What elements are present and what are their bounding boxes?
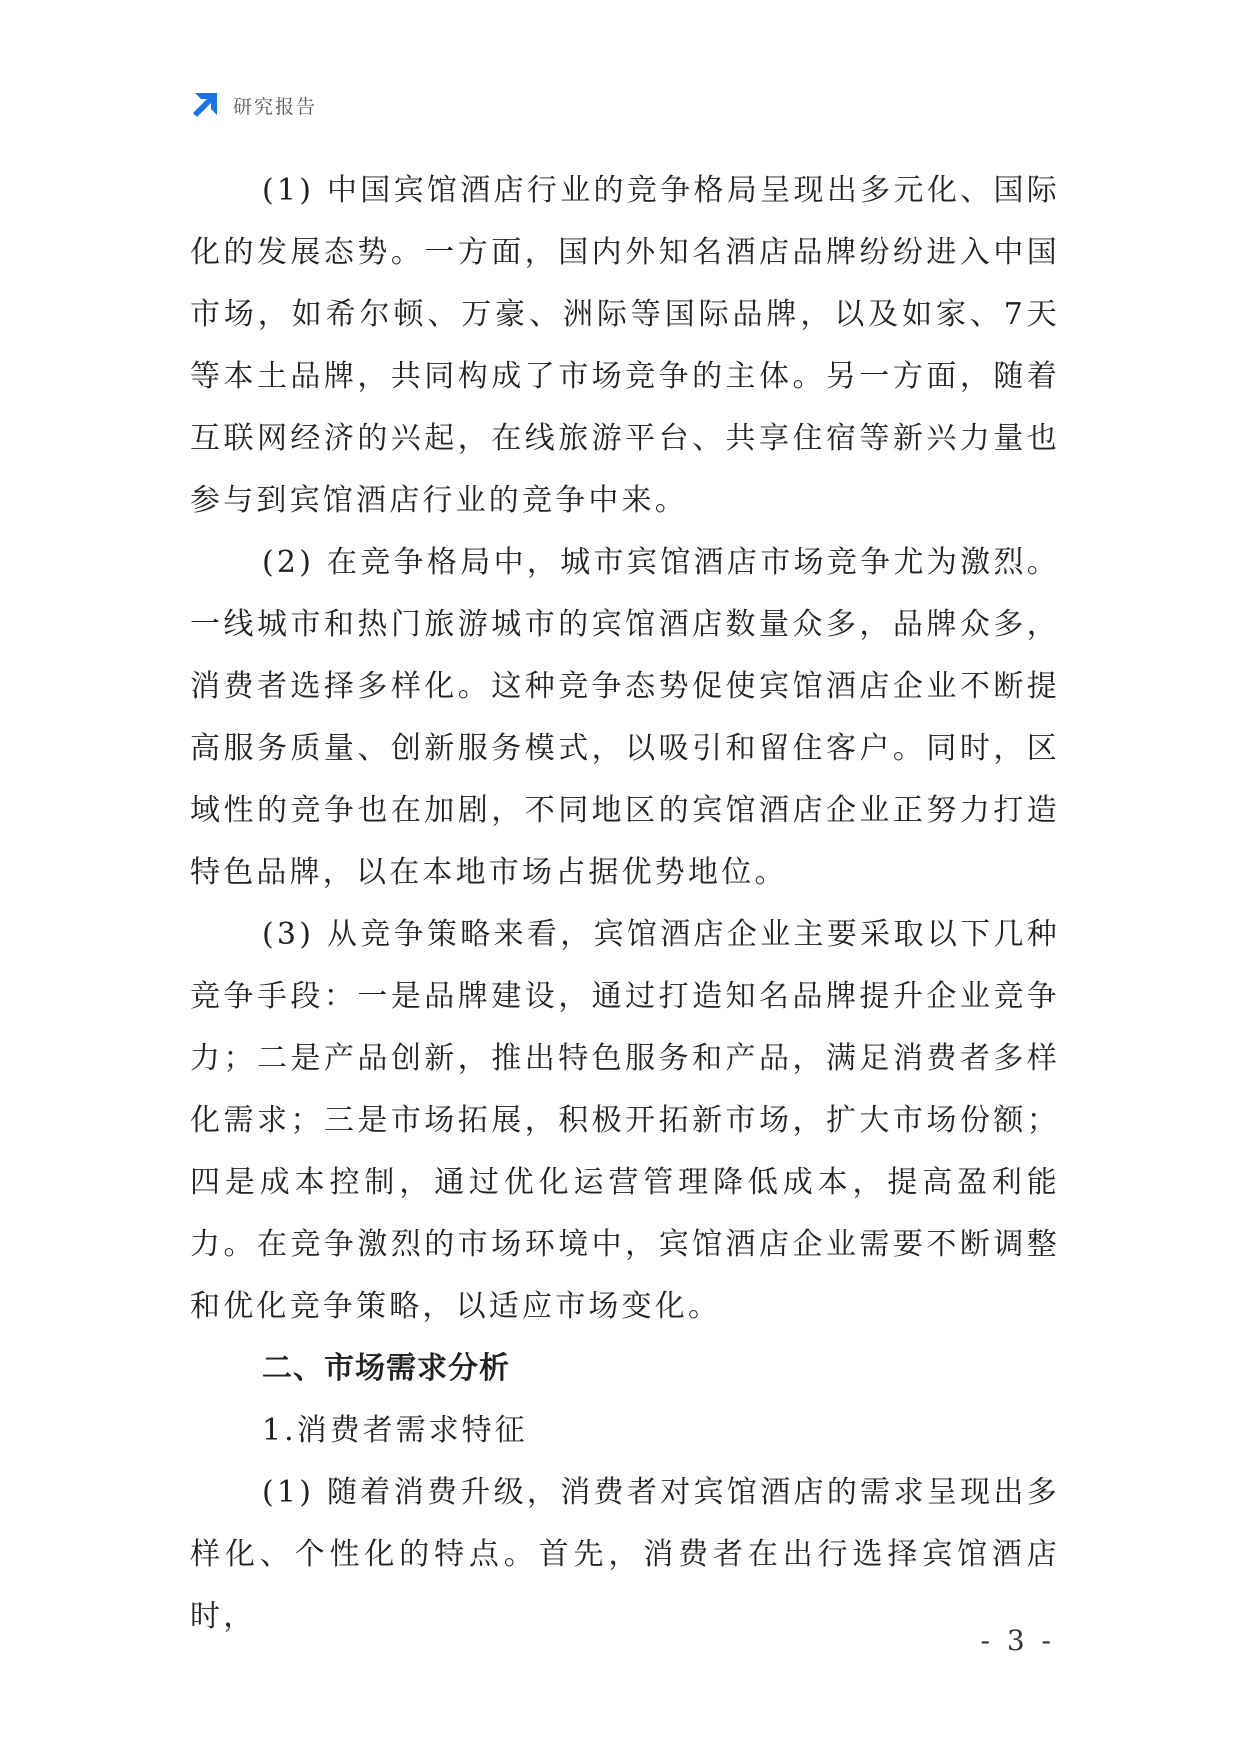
page-number: - 3 - <box>980 1624 1055 1657</box>
section-heading: 二、市场需求分析 <box>262 1351 510 1386</box>
paragraph: (2) 在竞争格局中，城市宾馆酒店市场竞争尤为激烈。一线城市和热门旅游城市的宾馆酒店数量众多，品牌众多，消费者选择多样化。这种竞争态势促使宾馆酒店企业不断提高服务质量、创新服务模式，以吸引和留住客户。同时，区域性的竞争也在加剧，不同地区的宾馆酒店企业正努力打造特色品牌，以在本地市场占据优势地位。 <box>190 545 1060 890</box>
subsection-heading: 1.消费者需求特征 <box>262 1413 528 1448</box>
header-title: 研究报告 <box>233 95 318 118</box>
paragraph: (1) 随着消费升级，消费者对宾馆酒店的需求呈现出多样化、个性化的特点。首先，消费者在出行选择宾馆酒店时， <box>190 1475 1060 1634</box>
document-body <box>190 160 1060 1648</box>
paragraph: (3) 从竞争策略来看，宾馆酒店企业主要采取以下几种竞争手段：一是品牌建设，通过打造知名品牌提升企业竞争力；二是产品创新，推出特色服务和产品，满足消费者多样化需求；三是市场拓展，积极开拓新市场，扩大市场份额；四是成本控制，通过优化运营管理降低成本，提高盈利能力。在竞争激烈的市场环境中，宾馆酒店企业需要不断调整和优化竞争策略，以适应市场变化。 <box>190 917 1060 1324</box>
paragraph: (1) 中国宾馆酒店行业的竞争格局呈现出多元化、国际化的发展态势。一方面，国内外知名酒店品牌纷纷进入中国市场，如希尔顿、万豪、洲际等国际品牌，以及如家、7天等本土品牌，共同构成了市场竞争的主体。另一方面，随着互联网经济的兴起，在线旅游平台、共享住宿等新兴力量也参与到宾馆酒店行业的竞争中来。 <box>190 173 1060 518</box>
report-header <box>189 88 317 122</box>
arrow-up-right-icon <box>189 89 221 121</box>
